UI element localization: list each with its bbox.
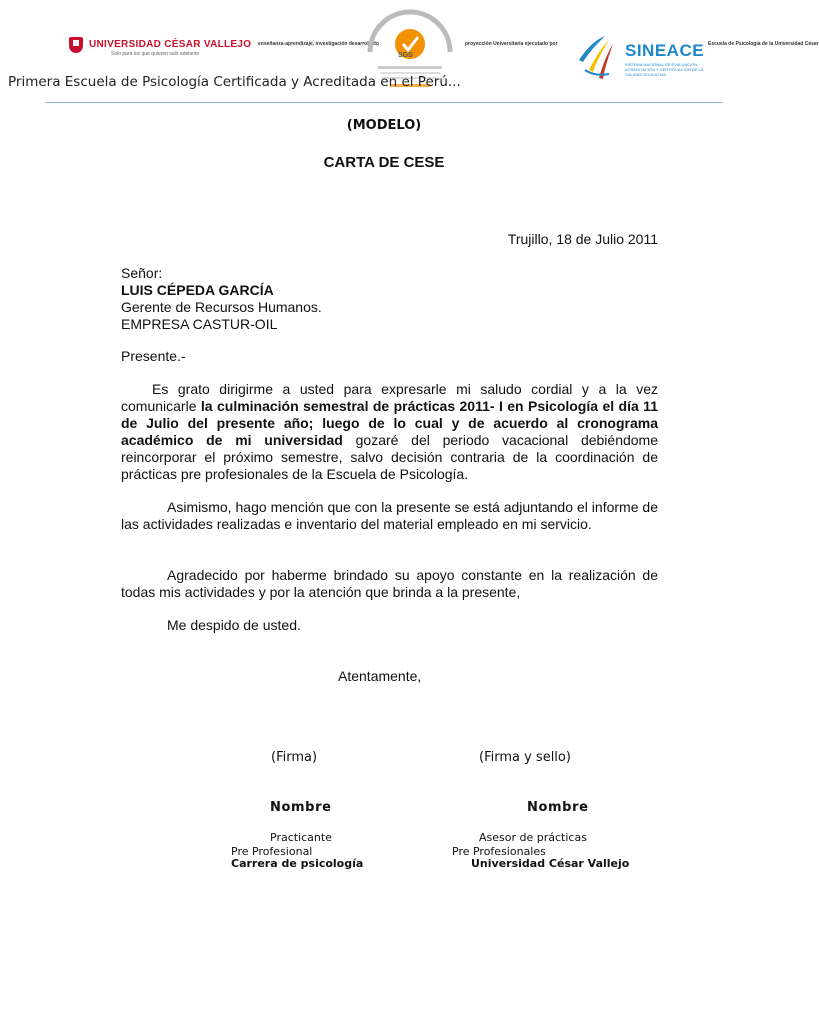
signature-right-line1: Asesor de prácticas [479, 831, 587, 844]
ucv-logo-name: UNIVERSIDAD CÉSAR VALLEJO [89, 39, 252, 50]
recipient-name: LUIS CÉPEDA GARCÍA [121, 282, 274, 298]
signature-left-line1: Practicante [270, 831, 332, 844]
header-snippet-1: enseñanza-aprendizaje, investigación desarrollado [258, 41, 379, 47]
modelo-label: (MODELO) [346, 118, 422, 133]
recipient-company: EMPRESA CASTUR-OIL [121, 316, 278, 332]
sineace-name: SINEACE [625, 41, 705, 60]
paragraph-2: Asimismo, hago mención que con la presente se está adjuntando el informe de las actividades realizadas e inventario del material empleado en mi servicio. [121, 499, 658, 532]
header-snippet-2: proyección Universitaria ejecutado por [465, 41, 558, 47]
sineace-bird-icon [565, 30, 627, 88]
paragraph-1 [121, 381, 658, 483]
ucv-logo-tagline: Solo para los que quieren salir adelante [111, 51, 200, 57]
paragraph-3: Agradecido por haberme brindado su apoyo constante en la realización de todas mis actividades y por la atención que brinda a la presente, [121, 567, 658, 600]
presente: Presente.- [121, 348, 186, 364]
paragraph-1-text-a: Es grato dirigirme a usted para expresarle mi saludo cordial y a la vez comunicarle [121, 381, 658, 414]
paragraph-4: Me despido de usted. [167, 617, 301, 633]
letter-date: Trujillo, 18 de Julio 2011 [507, 231, 658, 247]
ucv-shield-icon [69, 37, 83, 53]
letter-title: CARTA DE CESE [323, 154, 445, 171]
sineace-subtitle: SISTEMA NACIONAL DE EVALUACIÓN, ACREDITACIÓN Y CERTIFICACIÓN DE LA CALIDAD EDUCATIVA [625, 62, 704, 77]
ucv-logo [45, 26, 258, 66]
paragraph-1-bold: la culminación semestral de prácticas 2011- I en Psicología el día 11 de Julio del presente año; luego de lo cual y de acuerdo al cronograma académico de mi universidad [121, 398, 658, 448]
header-divider [45, 102, 723, 103]
closing: Atentamente, [338, 668, 422, 684]
signature-right-line2: Pre Profesionales [452, 845, 546, 858]
signature-left-name: Nombre [270, 800, 332, 815]
signature-right-label: (Firma y sello) [479, 750, 571, 765]
recipient-block [121, 265, 322, 333]
signature-left-line2: Pre Profesional [231, 845, 313, 858]
paragraph-1-text-b: gozaré del periodo vacacional debiéndome reincorporar el próximo semestre, salvo decisión contraria de la coordinación de prácticas pre profesionales de la Escuela de Psicología. [121, 432, 659, 482]
signature-right-name: Nombre [527, 800, 589, 815]
sgs-text: SGS [398, 52, 413, 59]
signature-left-line3: Carrera de psicología [231, 857, 364, 870]
signature-right-line3: Universidad César Vallejo [471, 857, 630, 870]
salutation: Señor: [121, 265, 163, 281]
school-tagline: Primera Escuela de Psicología Certificada y Acreditada en el Perú... [8, 74, 461, 90]
header-snippet-3: Escuela de Psicología de la Universidad César [708, 41, 819, 47]
signature-left-label: (Firma) [271, 750, 318, 765]
recipient-role: Gerente de Recursos Humanos. [121, 299, 322, 315]
